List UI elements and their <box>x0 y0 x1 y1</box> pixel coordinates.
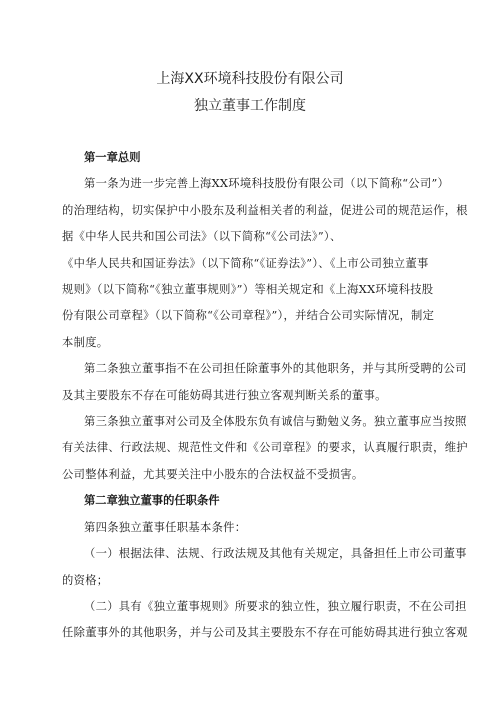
article2-line: 及其主要股东不存在可能妨碍其进行独立客观判断关系的董事。 <box>62 388 387 402</box>
item2-line: （二）具有《独立董事规则》所要求的独立性，独立履行职责，不在公司担 <box>84 599 467 613</box>
article1-line: 《中华人民共和国证券法》（以下简称“《证券法》”）、《上市公司独立董事 <box>62 256 429 270</box>
article3-line: 第三条独立董事对公司及全体股东负有诚信与勤勉义务。独立董事应当按照 <box>84 415 467 429</box>
article1-line: 第一条为进一步完善上海XX环境科技股份有限公司（以下简称“公司”） <box>84 177 450 191</box>
item1-line: 的资格； <box>62 573 109 587</box>
article3-line: 有关法律、行政法规、规范性文件和《公司章程》的要求，认真履行职责，维护 <box>62 441 468 455</box>
article1-line: 的治理结构，切实保护中小股东及利益相关者的利益，促进公司的规范运作，根 <box>62 203 468 217</box>
item1-line: （一）根据法律、法规、行政法规及其他有关规定，具备担任上市公司董事 <box>84 547 467 561</box>
article4-line: 第四条独立董事任职基本条件： <box>84 520 247 534</box>
document-body <box>62 145 468 647</box>
article1-line: 据《中华人民共和国公司法》（以下简称“《公司法》”）、 <box>62 230 342 244</box>
article1-line: 份有限公司章程》（以下简称“《公司章程》”），并结合公司实际情况，制定 <box>62 309 435 323</box>
chapter2-heading: 第二章独立董事的任职条件 <box>84 494 220 508</box>
document-title: 独立董事工作制度 <box>194 98 306 114</box>
chapter1-heading: 第一章总则 <box>84 151 141 164</box>
article3-line: 公司整体利益，尤其要关注中小股东的合法权益不受损害。 <box>62 467 364 481</box>
item2-line: 任除董事外的其他职务，并与公司及其主要股东不存在可能妨碍其进行独立客观 <box>62 626 468 640</box>
article1-line: 规则》（以下简称“《独立董事规则》”）等相关规定和《上海XX环境科技股 <box>62 283 434 297</box>
article2-line: 第二条独立董事指不在公司担任除董事外的其他职务，并与其所受聘的公司 <box>84 362 467 376</box>
company-title: 上海XX环境科技股份有限公司 <box>156 71 344 87</box>
article1-line: 本制度。 <box>62 335 109 349</box>
